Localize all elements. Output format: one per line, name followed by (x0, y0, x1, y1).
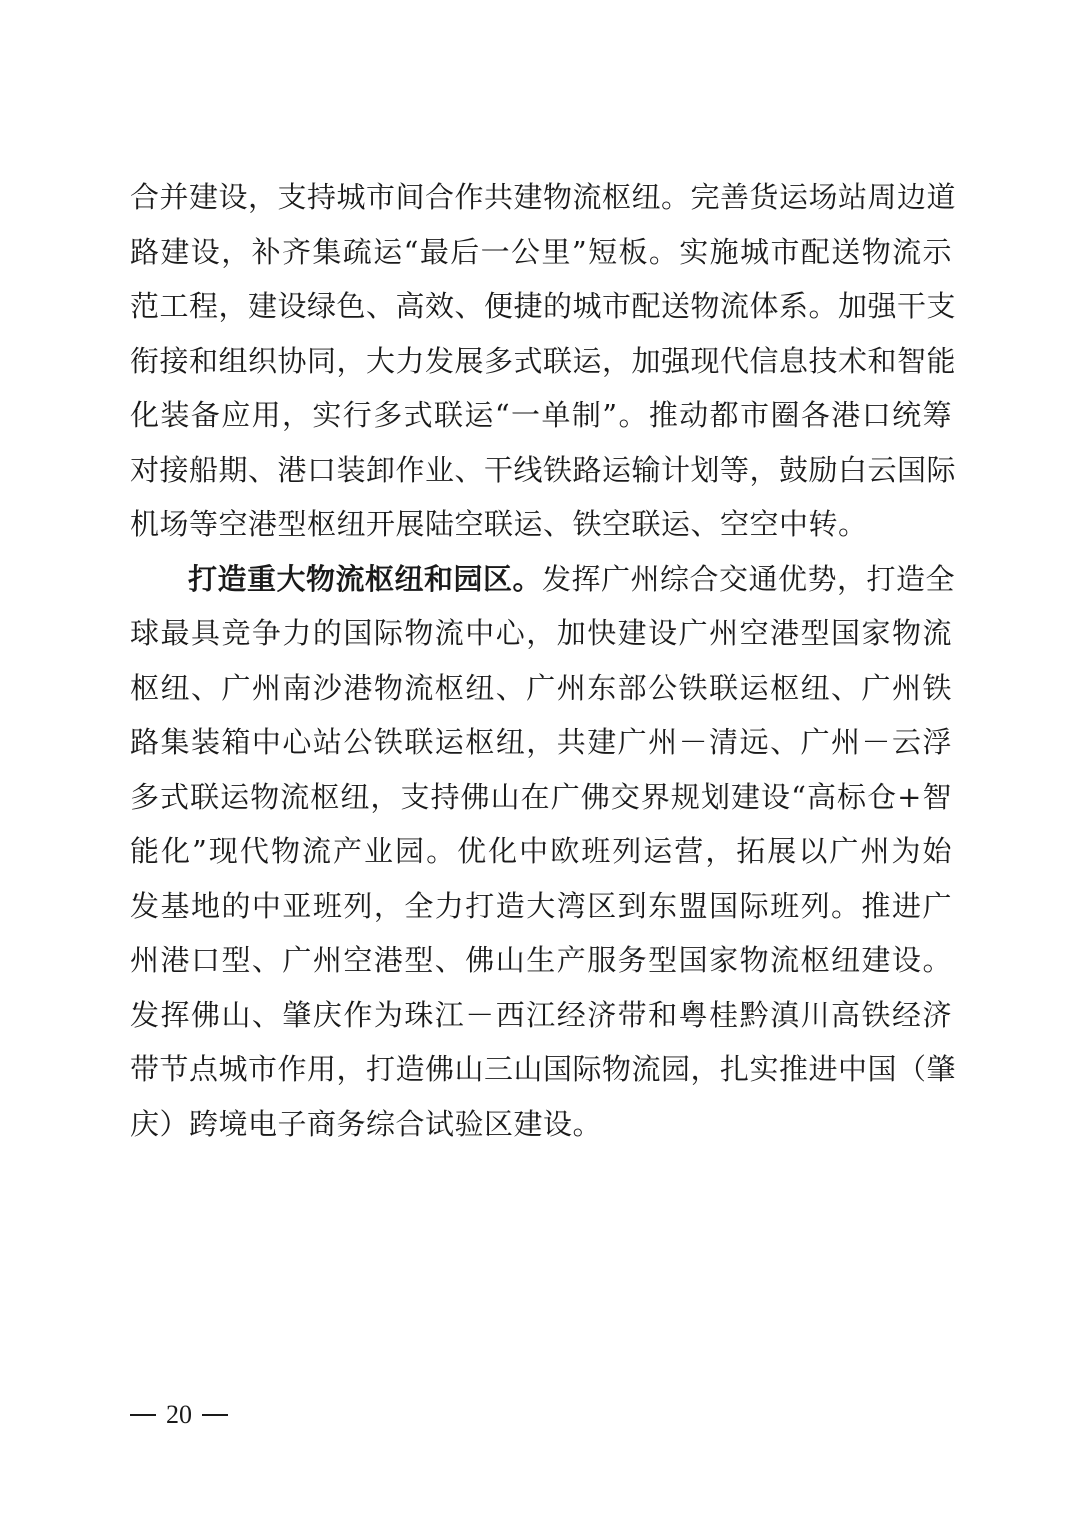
dash-left (130, 1414, 156, 1416)
text-line: 范工程，建设绿色、高效、便捷的城市配送物流体系。加强干支 (130, 289, 957, 323)
paragraph-1 (130, 170, 957, 552)
document-body (130, 170, 957, 1151)
text-line: 衔接和组织协同，大力发展多式联运，加强现代信息技术和智能 (130, 343, 957, 378)
text-line: 球最具竞争力的国际物流中心，加快建设广州空港型国家物流 (130, 616, 952, 650)
text-line-first (130, 552, 956, 607)
text-line: 能化”现代物流产业园。优化中欧班列运营，拓展以广州为始 (130, 834, 952, 868)
text-line: 发基地的中亚班列，全力打造大湾区到东盟国际班列。推进广 (130, 888, 952, 923)
section-heading: 打造重大物流枢纽和园区。 (188, 561, 543, 596)
text-line: 州港口型、广州空港型、佛山生产服务型国家物流枢纽建设。 (130, 943, 952, 977)
text-line: 合并建设，支持城市间合作共建物流枢纽。完善货运场站周边道 (130, 180, 957, 214)
dash-right (202, 1414, 228, 1416)
text-line: 枢纽、广州南沙港物流枢纽、广州东部公铁联运枢纽、广州铁 (130, 670, 952, 705)
text-line: 发挥佛山、肇庆作为珠江－西江经济带和粤桂黔滇川高铁经济 (130, 997, 952, 1032)
page-number: 20 (166, 1400, 192, 1429)
text-line: 庆）跨境电子商务综合试验区建设。 (130, 1106, 603, 1141)
page-footer (130, 1400, 228, 1430)
text-line: 对接船期、港口装卸作业、干线铁路运输计划等，鼓励白云国际 (130, 452, 957, 487)
text-line: 化装备应用，实行多式联运“一单制”。推动都市圈各港口统筹 (130, 398, 952, 432)
text-line: 路集装箱中心站公铁联运枢纽，共建广州－清远、广州－云浮 (130, 725, 952, 759)
text-line: 路建设，补齐集疏运“最后一公里”短板。实施城市配送物流示 (130, 234, 952, 269)
text-line: 机场等空港型枢纽开展陆空联运、铁空联运、空空中转。 (130, 507, 868, 541)
text-line: 多式联运物流枢纽，支持佛山在广佛交界规划建设“高标仓+智 (130, 779, 952, 814)
paragraph-2 (130, 552, 957, 1152)
text-line: 带节点城市作用，打造佛山三山国际物流园，扎实推进中国（肇 (130, 1052, 957, 1086)
text-span: 发挥广州综合交通优势，打造全 (542, 561, 956, 596)
